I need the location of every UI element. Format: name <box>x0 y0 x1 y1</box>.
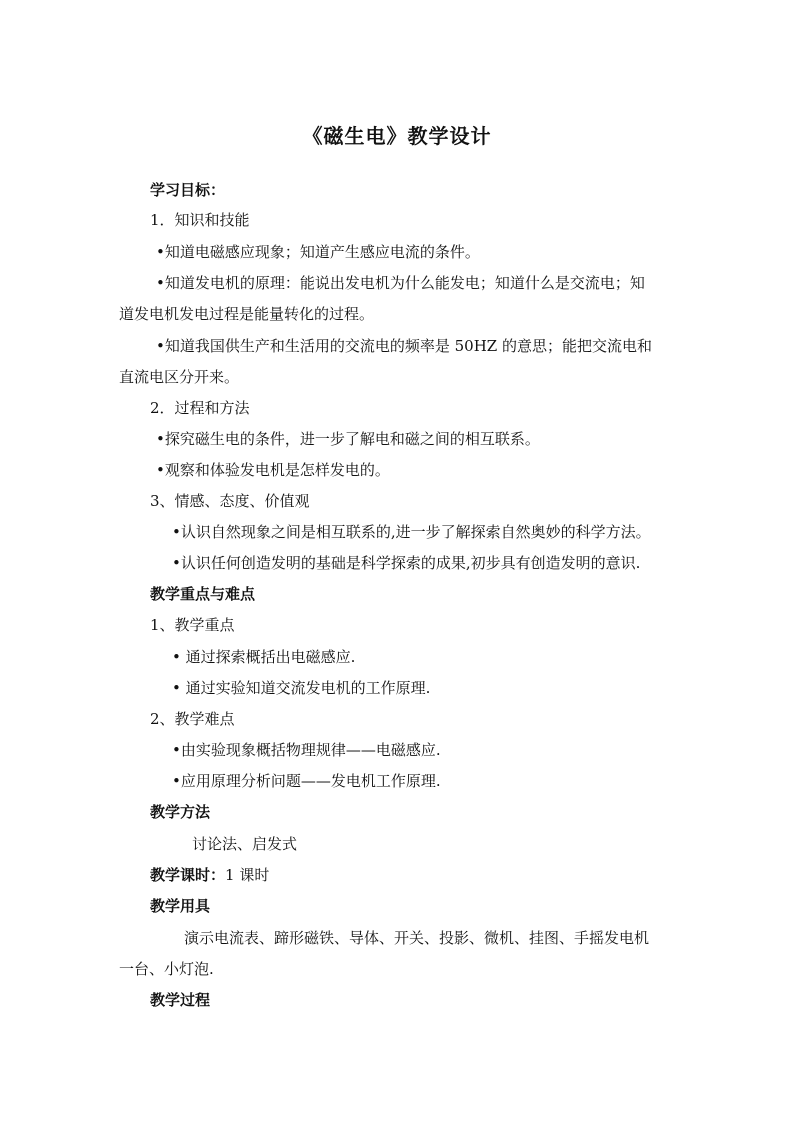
section-3-heading: 3、情感、态度、价值观 <box>150 492 310 510</box>
section-1-bullet-1: •知道电磁感应现象；知道产生感应电流的条件。 <box>156 243 480 261</box>
section-1-heading: 1．知识和技能 <box>150 211 250 229</box>
section-2-bullet-2: •观察和体验发电机是怎样发电的。 <box>156 461 390 479</box>
process-heading: 教学过程 <box>150 991 211 1009</box>
method-text: 讨论法、启发式 <box>192 835 298 853</box>
focus-1-bullet-2: • 通过实验知道交流发电机的工作原理. <box>172 679 431 697</box>
method-heading: 教学方法 <box>150 803 211 821</box>
objectives-heading: 学习目标： <box>150 181 226 199</box>
section-1-bullet-3-line-1: •知道我国供生产和生活用的交流电的频率是 50HZ 的意思；能把交流电和 <box>156 337 652 355</box>
hours-line <box>150 865 269 885</box>
section-2-heading: 2．过程和方法 <box>150 399 250 417</box>
document-title: 《磁生电》教学设计 <box>302 124 492 148</box>
tools-heading: 教学用具 <box>150 897 211 915</box>
focus-2-bullet-1: •由实验现象概括物理规律——电磁感应. <box>172 741 441 759</box>
section-3-bullet-2: •认识任何创造发明的基础是科学探索的成果,初步具有创造发明的意识. <box>172 554 641 572</box>
focus-2-bullet-2: •应用原理分析问题——发电机工作原理. <box>172 772 441 790</box>
section-2-bullet-1: •探究磁生电的条件，进一步了解电和磁之间的相互联系。 <box>156 430 540 448</box>
focus-heading: 教学重点与难点 <box>150 585 256 603</box>
section-3-bullet-1: •认识自然现象之间是相互联系的,进一步了解探索自然奥妙的科学方法。 <box>172 523 651 541</box>
section-1-bullet-3-line-2: 直流电区分开来。 <box>119 368 240 386</box>
tools-line-2: 一台、小灯泡. <box>119 960 214 978</box>
tools-line-1: 演示电流表、蹄形磁铁、导体、开关、投影、微机、挂图、手摇发电机 <box>184 929 650 947</box>
section-1-bullet-2-line-1: •知道发电机的原理：能说出发电机为什么能发电；知道什么是交流电；知 <box>156 274 645 292</box>
focus-1-heading: 1、教学重点 <box>150 616 235 634</box>
focus-2-heading: 2、教学难点 <box>150 710 235 728</box>
focus-1-bullet-1: • 通过探索概括出电磁感应. <box>172 648 356 666</box>
hours-value: 1 课时 <box>225 866 270 884</box>
hours-label: 教学课时： <box>150 866 226 884</box>
section-1-bullet-2-line-2: 道发电机发电过程是能量转化的过程。 <box>119 305 375 323</box>
